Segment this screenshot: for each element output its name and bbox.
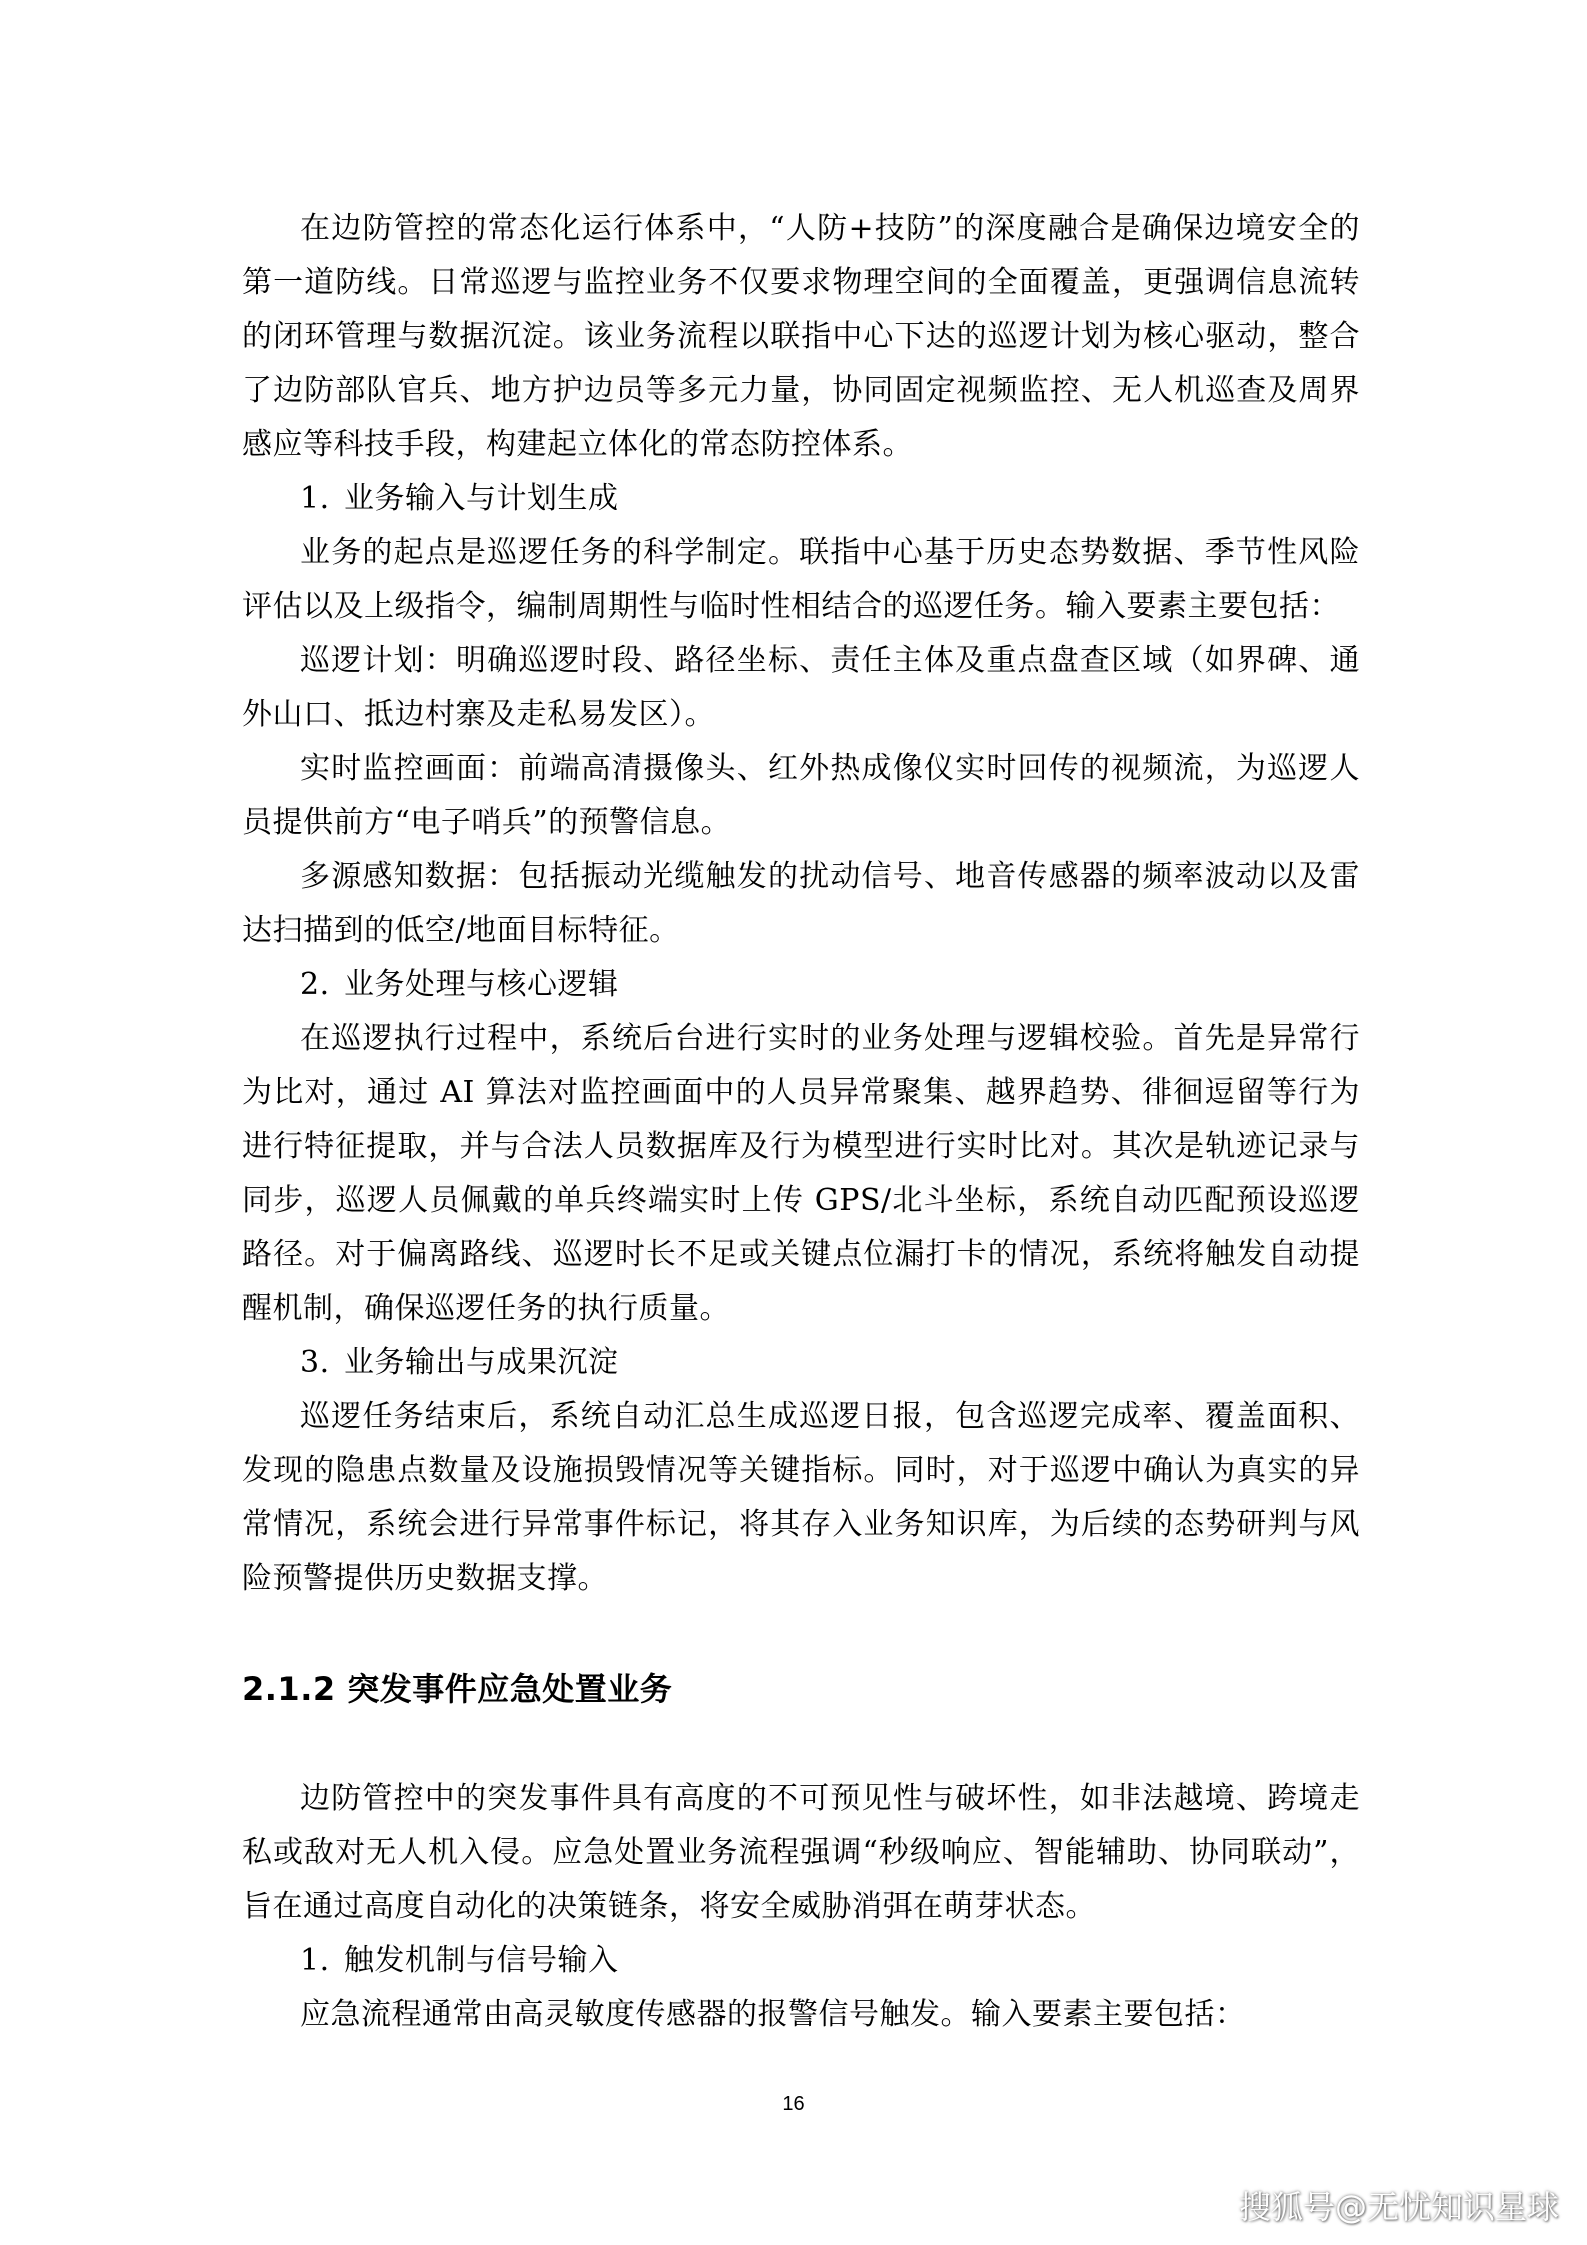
watermark-text: 搜狐号@无忧知识星球: [1238, 2188, 1559, 2226]
list-item-title: 业务输出与成果沉淀: [344, 1345, 619, 1380]
section-heading: 2.1.2 突发事件应急处置业务: [242, 1670, 673, 1708]
list-item-trigger-mechanism: [242, 1934, 1360, 1988]
list-item-number: 3.: [300, 1345, 330, 1380]
intro-paragraph: 在边防管控的常态化运行体系中，“人防+技防”的深度融合是确保边境安全的第一道防线。日常巡逻与监控业务不仅要求物理空间的全面覆盖，更强调信息流转的闭环管理与数据沉淀。该业务流程以联指中心下达的巡逻计划为核心驱动，整合了边防部队官兵、地方护边员等多元力量，协同固定视频监控、无人机巡查及周界感应等科技手段，构建起立体化的常态防控体系。: [242, 211, 1360, 462]
body-paragraph: 在巡逻执行过程中，系统后台进行实时的业务处理与逻辑校验。首先是异常行为比对，通过 AI 算法对监控画面中的人员异常聚集、越界趋势、徘徊逗留等行为进行特征提取，并与合法人员数据库及行为模型进行实时比对。其次是轨迹记录与同步，巡逻人员佩戴的单兵终端实时上传 GPS/北斗坐标，系统自动匹配预设巡逻路径。对于偏离路线、巡逻时长不足或关键点位漏打卡的情况，系统将触发自动提醒机制，确保巡逻任务的执行质量。: [242, 1021, 1360, 1326]
body-paragraph: 实时监控画面：前端高清摄像头、红外热成像仪实时回传的视频流，为巡逻人员提供前方“电子哨兵”的预警信息。: [242, 751, 1360, 840]
list-item-number: 1.: [300, 481, 330, 516]
list-item-processing-logic: [242, 958, 1360, 1012]
list-item-number: 2.: [300, 967, 330, 1002]
list-item-number: 1.: [300, 1943, 330, 1978]
body-paragraph: 应急流程通常由高灵敏度传感器的报警信号触发。输入要素主要包括：: [300, 1997, 1246, 2032]
body-paragraph: 巡逻任务结束后，系统自动汇总生成巡逻日报，包含巡逻完成率、覆盖面积、发现的隐患点数量及设施损毁情况等关键指标。同时，对于巡逻中确认为真实的异常情况，系统会进行异常事件标记，将其存入业务知识库，为后续的态势研判与风险预警提供历史数据支撑。: [242, 1399, 1360, 1596]
list-item-title: 业务输入与计划生成: [344, 481, 619, 516]
document-body: [242, 202, 1360, 2042]
body-paragraph: 巡逻计划：明确巡逻时段、路径坐标、责任主体及重点盘查区域（如界碑、通外山口、抵边村寨及走私易发区）。: [242, 643, 1360, 732]
list-item-title: 业务处理与核心逻辑: [344, 967, 619, 1002]
list-item-output-results: [242, 1336, 1360, 1390]
body-paragraph: 业务的起点是巡逻任务的科学制定。联指中心基于历史态势数据、季节性风险评估以及上级指令，编制周期性与临时性相结合的巡逻任务。输入要素主要包括：: [242, 535, 1360, 624]
list-item-title: 触发机制与信号输入: [344, 1943, 619, 1978]
page-number: 16: [782, 2093, 805, 2115]
body-paragraph: 边防管控中的突发事件具有高度的不可预见性与破坏性，如非法越境、跨境走私或敌对无人机入侵。应急处置业务流程强调“秒级响应、智能辅助、协同联动”，旨在通过高度自动化的决策链条，将安全威胁消弭在萌芽状态。: [242, 1781, 1360, 1924]
body-paragraph: 多源感知数据：包括振动光缆触发的扰动信号、地音传感器的频率波动以及雷达扫描到的低空/地面目标特征。: [242, 859, 1360, 948]
list-item-input-planning: [242, 472, 1360, 526]
